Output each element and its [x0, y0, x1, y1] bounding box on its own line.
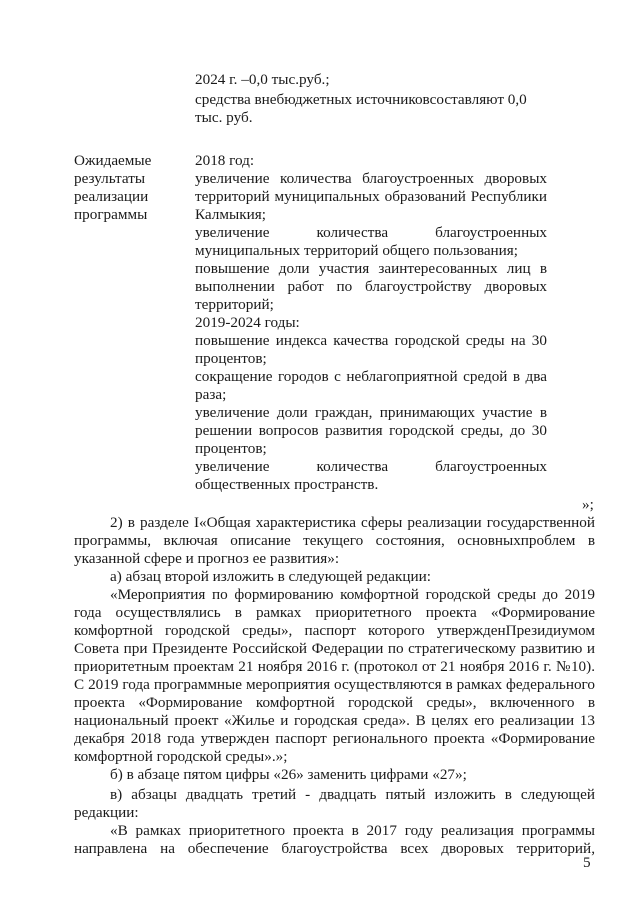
expected-results-label [74, 152, 184, 224]
results-line: сокращение городов с неблагоприятной средой в два [195, 368, 547, 385]
body-line: приоритетным проектам 21 ноября 2016 г. (протокол от 21 ноября 2016 г. №10). [74, 658, 595, 675]
label-line: Ожидаемые [74, 152, 152, 169]
results-line: территорий муниципальных образований Республики [195, 188, 547, 205]
body-line: декабря 2018 года утвержден паспорт регионального проекта «Формирование [74, 730, 595, 747]
closing-quote: »; [582, 496, 594, 513]
label-line: результаты [74, 170, 146, 187]
body-line: Совета при Президенте Российской Федерации по стратегическому развитию и [74, 640, 595, 657]
body-line: направлена на обеспечение благоустройства всех дворовых территорий, [74, 840, 595, 857]
body-line: указанной сфере и прогноз ее развития»: [74, 550, 340, 567]
results-line: повышение доли участия заинтересованных лиц в [195, 260, 547, 277]
results-line: Калмыкия; [195, 206, 266, 223]
results-line: процентов; [195, 440, 267, 457]
results-line: увеличение количества благоустроенных [195, 224, 547, 241]
body-line: «Мероприятия по формированию комфортной городской среды до 2019 [110, 586, 595, 603]
results-line: выполнении работ по благоустройству дворовых [195, 278, 547, 295]
body-line: года осуществлялись в рамках приоритетного проекта «Формирование [74, 604, 595, 621]
body-line: программы, включая описание текущего состояния, основныхпроблем в [74, 532, 595, 549]
results-line: увеличение доли граждан, принимающих участие в [195, 404, 547, 421]
results-line: 2018 год: [195, 152, 255, 169]
results-line: общественных пространств. [195, 476, 379, 493]
body-line: б) в абзаце пятом цифры «26» заменить цифрами «27»; [110, 766, 467, 783]
label-line: программы [74, 206, 148, 223]
results-line: увеличение количества благоустроенных [195, 458, 547, 475]
label-line: реализации [74, 188, 149, 205]
results-line: территорий; [195, 296, 274, 313]
financing-line-units: тыс. руб. [195, 109, 253, 126]
page-number: 5 [583, 854, 591, 871]
body-line: комфортной городской среды».»; [74, 748, 288, 765]
body-line: С 2019 года программные мероприятия осуществляются в рамках федерального [74, 676, 595, 693]
body-line: проекта «Формирование комфортной городской среды», включенного в [74, 694, 595, 711]
results-line: процентов; [195, 350, 267, 367]
results-line: муниципальных территорий общего пользования; [195, 242, 519, 259]
body-line: редакции: [74, 804, 139, 821]
results-line: раза; [195, 386, 227, 403]
body-line: а) абзац второй изложить в следующей редакции: [110, 568, 432, 585]
results-line: увеличение количества благоустроенных дворовых [195, 170, 547, 187]
results-line: 2019-2024 годы: [195, 314, 300, 331]
body-line: комфортной городской среды», паспорт которого утвержденПрезидиумом [74, 622, 595, 639]
body-line: национальный проект «Жилье и городская среда». В целях его реализации 13 [74, 712, 595, 729]
financing-line-extrabudget: средства внебюджетных источниковсоставляют 0,0 [195, 91, 527, 108]
body-line: «В рамках приоритетного проекта в 2017 году реализация программы [110, 822, 595, 839]
results-line: решении вопросов развития городской среды, до 30 [195, 422, 547, 439]
body-line: в) абзацы двадцать третий - двадцать пятый изложить в следующей [110, 786, 595, 803]
financing-line-2024: 2024 г. –0,0 тыс.руб.; [195, 71, 330, 88]
body-line: 2) в разделе I«Общая характеристика сферы реализации государственной [110, 514, 595, 531]
results-line: повышение индекса качества городской среды на 30 [195, 332, 547, 349]
